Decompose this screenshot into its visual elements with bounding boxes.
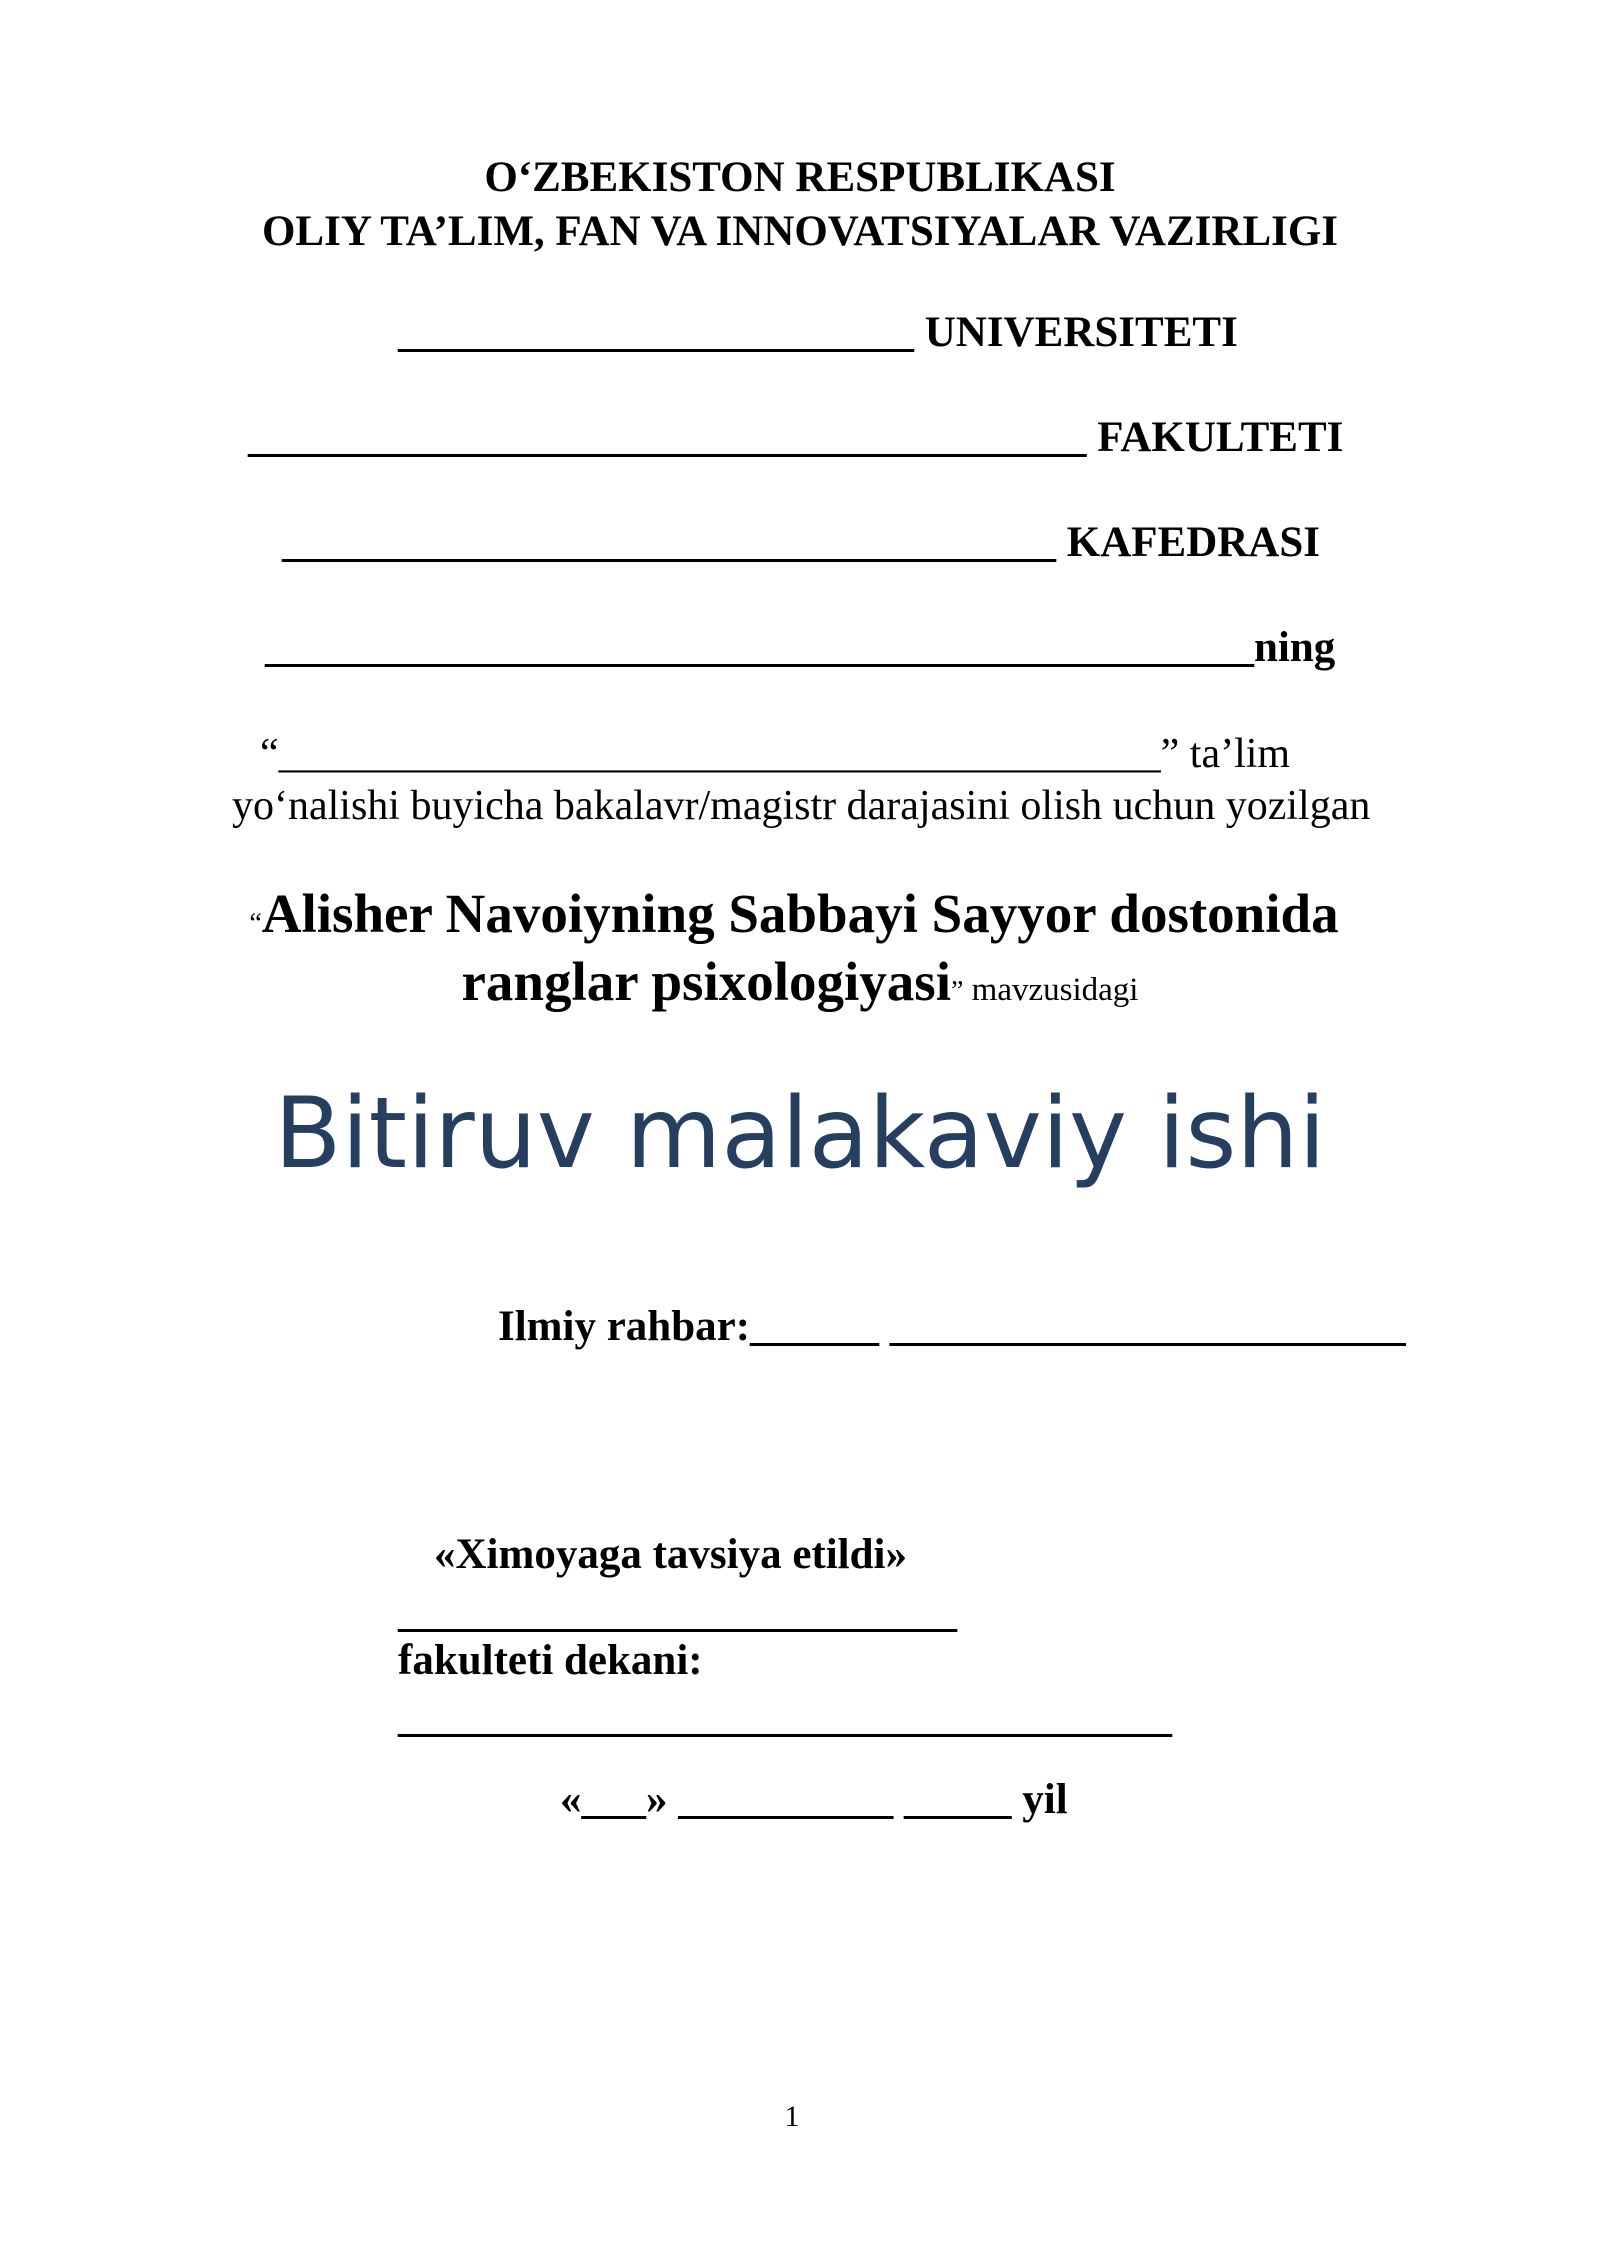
- faculty-label: FAKULTETI: [1086, 414, 1344, 461]
- department-blank: ____________________________________: [282, 519, 1056, 566]
- page-number: 1: [784, 2100, 800, 2133]
- student-suffix: ning: [1254, 624, 1336, 671]
- direction-line-2: yo‘nalishi buyicha bakalavr/magistr darajasini olish uchun yozilgan: [232, 783, 1371, 829]
- topic-title-part-2: ranglar psixologiyasi: [461, 951, 951, 1012]
- direction-open-quote: “: [260, 731, 279, 777]
- defense-recommended: «Ximoyaga tavsiya etildi»: [434, 1531, 907, 1578]
- faculty-line: [248, 413, 1343, 462]
- supervisor-blank-2: ________________________: [879, 1303, 1406, 1350]
- topic-line-2: [0, 950, 1600, 1013]
- university-label: UNIVERSITETI: [914, 309, 1238, 356]
- header-line-2: OLIY TA’LIM, FAN VA INNOVATSIYALAR VAZIRLIGI: [261, 208, 1339, 255]
- work-title: Bitiruv malakaviy ishi: [274, 1077, 1326, 1191]
- date-month: __________: [667, 1776, 894, 1823]
- topic-title-part-1: Alisher Navoiyning Sabbayi Sayyor dostonida: [261, 883, 1339, 944]
- topic-close-quote: ”: [950, 976, 964, 1007]
- student-blank: ______________________________________________: [265, 624, 1254, 671]
- faculty-blank: _______________________________________: [248, 414, 1087, 461]
- direction-close-text: ” ta’lim: [1160, 731, 1291, 777]
- university-blank: ________________________: [398, 309, 914, 356]
- date-year: _____ yil: [893, 1776, 1068, 1823]
- date-line: [560, 1775, 1068, 1824]
- department-label: KAFEDRASI: [1056, 519, 1321, 566]
- dean-label: fakulteti dekani:: [398, 1637, 703, 1684]
- student-line: [265, 623, 1335, 672]
- direction-blank: __________________________________________: [278, 731, 1161, 777]
- university-line: [398, 308, 1238, 357]
- header-line-1: O‘ZBEKISTON RESPUBLIKASI: [484, 154, 1116, 201]
- topic-line-1: [0, 882, 1594, 945]
- topic-suffix: mavzusidagi: [963, 972, 1139, 1008]
- supervisor-label: Ilmiy rahbar:: [498, 1303, 751, 1350]
- defense-blank-line-2: ____________________________________: [398, 1694, 1172, 1741]
- date-day: «___»: [560, 1776, 668, 1823]
- supervisor-blank-1: ______: [750, 1303, 880, 1350]
- topic-open-quote: “: [249, 908, 262, 939]
- direction-line-1: [260, 730, 1290, 778]
- department-line: [282, 518, 1320, 567]
- defense-blank-line-1: __________________________: [398, 1589, 957, 1636]
- supervisor-line: [498, 1302, 1406, 1351]
